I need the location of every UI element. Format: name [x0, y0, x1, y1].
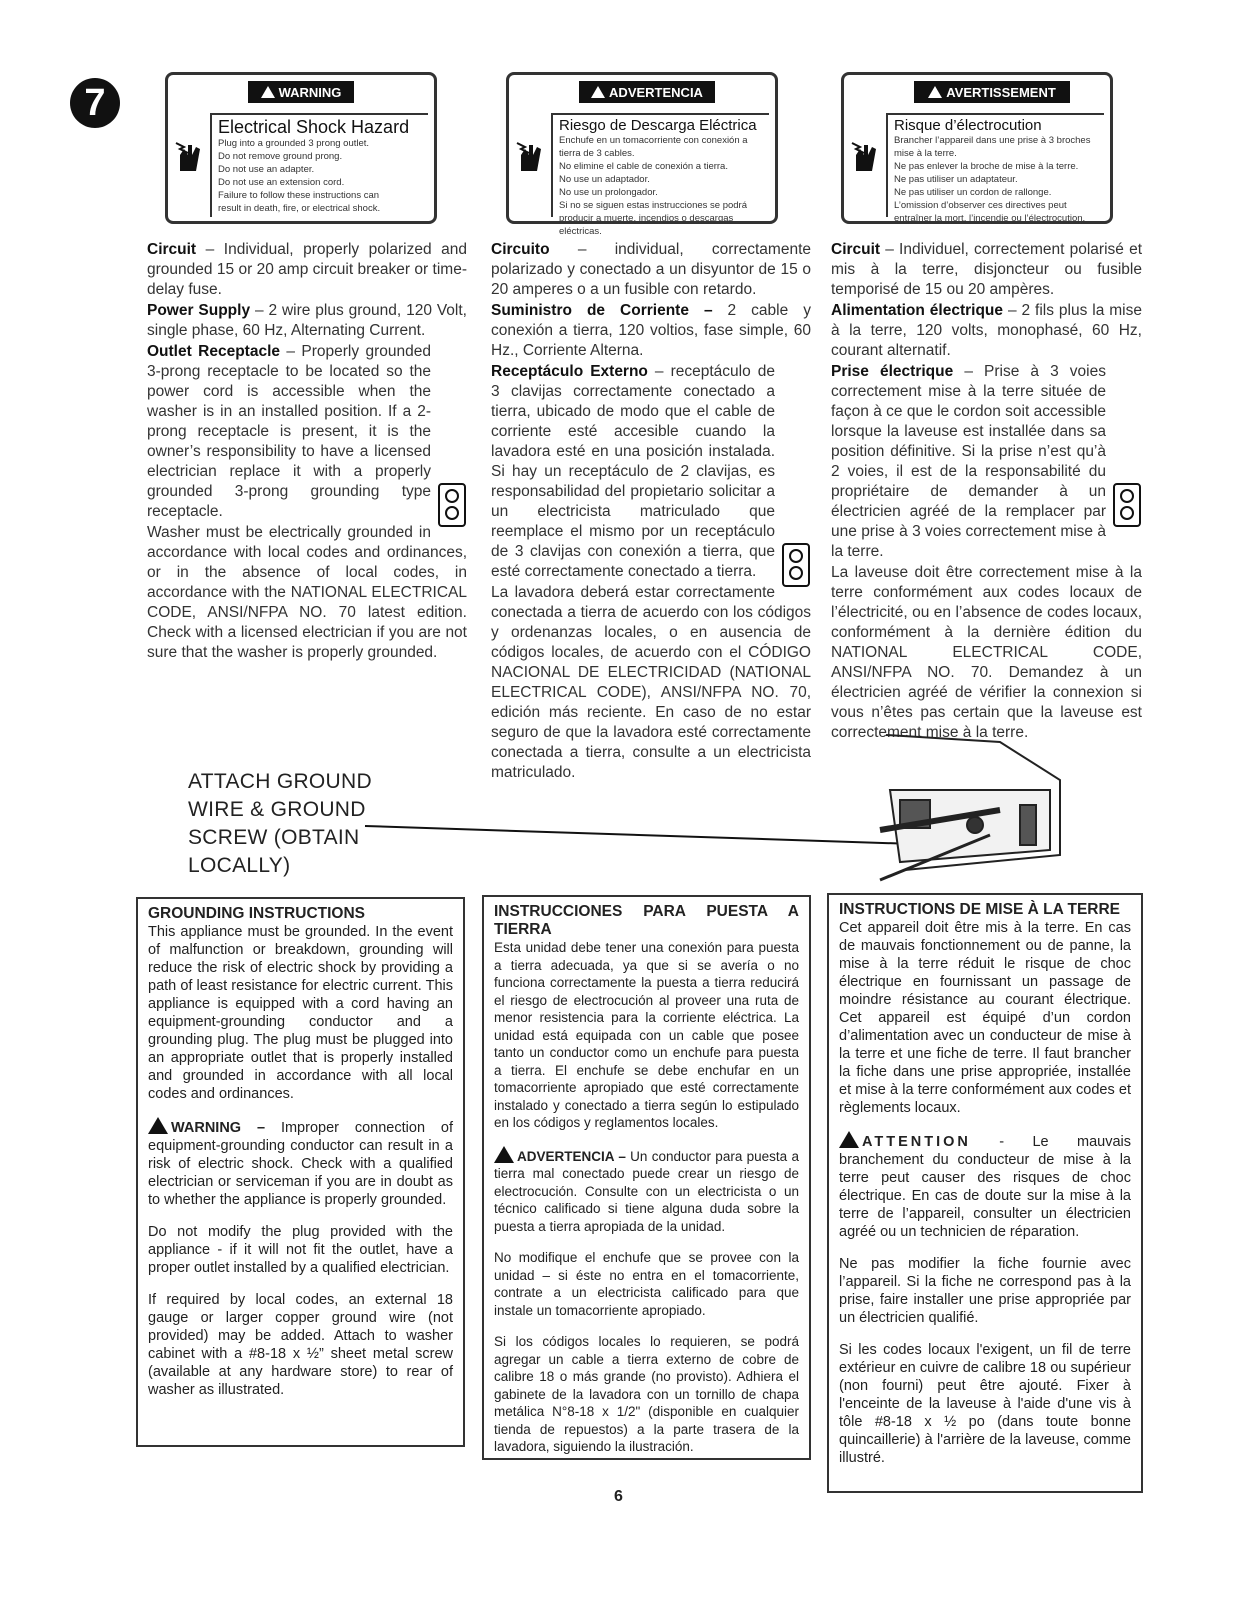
warning-line: Brancher l’appareil dans une prise à 3 broches	[894, 135, 1091, 146]
warning-line: result in death, fire, or electrical shock.	[218, 203, 381, 214]
warning-text: Un conductor para puesta a tierra mal conectado puede crear un riesgo de electrocución. Consulte con un electricista o un técnico calificado si tiene alguna duda sobre la puesta a tierra apropiada de la unidad.	[494, 1148, 799, 1234]
circuit-text: – Individuel, correctement polarisé et mis à la terre, disjoncteur ou fusible temporisé de 15 ou 20 ampères.	[831, 241, 1142, 298]
circuit-label: Circuit	[147, 241, 197, 258]
outlet-receptacle-text: – receptáculo de 3 clavijas correctamente conectado a tierra, ubicado de modo que el cable de corriente esté accesible cuando la lavadora esté en una posición instalada. Si hay un receptáculo de 2 clavijas, es responsabilidad del propietario solicitar a un electricista matriculado que reemplace el mismo por un receptáculo de 3 clavijas con conexión a tierra, que esté correctamente conectado a tierra.	[491, 363, 775, 580]
warning-line: Do not use an adapter.	[218, 164, 315, 175]
warning-line: Do not remove ground prong.	[218, 151, 343, 162]
warning-title: Electrical Shock Hazard	[218, 117, 410, 137]
circuit-label: Circuito	[491, 241, 550, 258]
washer-rear-panel	[880, 735, 1060, 880]
box-title: GROUNDING INSTRUCTIONS	[148, 905, 365, 922]
outlet-receptacle-label: Outlet Receptacle	[147, 343, 281, 360]
box-title: INSTRUCTIONS DE MISE À LA TERRE	[839, 901, 1121, 918]
plug-text: Ne pas modifier la fiche fournie avec l’appareil. Si la fiche ne correspond pas à la prise, faire installer une prise appropriée par un électricien qualifié.	[839, 1256, 1131, 1326]
warning-text: - Le mauvais branchement du conducteur de mise à la terre peut causer des risques de choc électrique. En cas de doute sur la mise à la terre de l’appareil, consulter un électricien agréé ou un technicien de réparation.	[839, 1134, 1131, 1240]
warning-line: tierra de 3 cables.	[559, 148, 635, 159]
warning-triangle-icon	[494, 1146, 514, 1163]
grounding-requirement-text: Washer must be electrically grounded in accordance with local codes and ordinances, or in the absence of local codes, in accordance with the NATIONAL ELECTRICAL CODE, ANSI/NFPA NO. 70 latest edition. Check with a licensed electrician if you are not sure that the washer is properly grounded.	[147, 524, 467, 661]
power-supply-label: Power Supply	[147, 302, 251, 319]
warning-label: ATTENTION	[862, 1134, 971, 1150]
grounding-instructions-es	[482, 895, 811, 1460]
warning-line: Failure to follow these instructions can	[218, 190, 380, 201]
outlet-receptacle-label: Prise électrique	[831, 363, 954, 380]
power-supply-label: Suministro de Corriente –	[491, 302, 713, 319]
power-supply-text: 2 cable y conexión a tierra, 120 voltios, fase simple, 60 Hz., Corriente Alterna.	[491, 302, 811, 359]
grounding-instructions-en	[136, 897, 465, 1447]
warning-line: Plug into a grounded 3 prong outlet.	[218, 138, 370, 149]
warning-triangle-icon	[839, 1131, 859, 1148]
warning-line: No use un adaptador.	[559, 174, 650, 185]
external-wire-text: Si los códigos locales lo requieren, se podrá agregar un cable a tierra externo de cobre de calibre 18 o más grande (no provisto). Adhiera el gabinete de la lavadora con un tornillo de chapa metálica N°8-18 x 1/2" (disponible en cualquier tienda de repuestos) a la parte trasera de la lavadora, siguiendo la ilustración.	[494, 1334, 799, 1454]
warning-line: Ne pas enlever la broche de mise à la terre.	[894, 161, 1079, 172]
grounding-requirement-text: La lavadora deberá estar correctamente conectada a tierra de acuerdo con los códigos y ordenanzas locales, o en ausencia de códigos locales, de acuerdo con el CÓDIGO NACIONAL DE ELECTRICIDAD (NATIONAL ELECTRICAL CODE), ANSI/NFPA NO. 70, edición más reciente. En caso de no estar seguro de que la lavadora esté correctamente conectada a tierra, consulte a un electricista matriculado.	[491, 584, 811, 781]
outlet-receptacle-label: Receptáculo Externo	[491, 363, 648, 380]
plug-text: Do not modify the plug provided with the appliance - if it will not fit the outlet, have a proper outlet installed by a qualified electrician.	[148, 1224, 453, 1276]
power-supply-text: – 2 wire plus ground, 120 Volt, single phase, 60 Hz, Alternating Current.	[147, 302, 467, 339]
grounding-requirement-text: La laveuse doit être correctement mise à la terre conformément aux codes locaux de l’électricité, ou en l’absence de codes locaux, conformément à la dernière édition du NATIONAL ELECTRICAL CODE, ANSI/NFPA NO. 70. Demandez à un électricien agréé de vérifier la connexion si vous n’êtes pas certain que la laveuse est correctement mise à la terre.	[831, 564, 1142, 741]
warning-header: AVERTISSEMENT	[914, 81, 1070, 103]
page-number: 6	[614, 1488, 623, 1505]
warning-line: mise à la terre.	[894, 148, 957, 159]
box-title: INSTRUCCIONES PARA PUESTA A TIERRA	[494, 903, 799, 938]
callout-line: WIRE & GROUND	[188, 798, 366, 821]
warning-line: No elimine el cable de conexión a tierra.	[559, 161, 728, 172]
warning-label: ADVERTENCIA –	[517, 1148, 626, 1164]
warning-triangle-icon	[148, 1117, 168, 1134]
warning-header: ADVERTENCIA	[579, 81, 715, 103]
warning-title: Risque d’électrocution	[894, 117, 1042, 134]
warning-line: entraîner la mort, l’incendie ou l’électrocution.	[894, 213, 1086, 224]
callout-line: ATTACH GROUND	[188, 770, 372, 793]
circuit-label: Circuit	[831, 241, 881, 258]
callout-line: SCREW (OBTAIN	[188, 826, 360, 849]
box-intro: Cet appareil doit être mis à la terre. En cas de mauvais fonctionnement ou de panne, la mise à la terre réduit le risque de choc électrique en fournissant un passage de moindre résistance au courant électrique. Cet appareil est équipé d’un cordon d’alimentation avec un conducteur de mise à la terre et une fiche de terre. Il faut brancher la fiche dans une prise appropriée, installée et mise à la terre conformément aux codes et règlements locaux.	[839, 920, 1131, 1116]
warning-text: Improper connection of equipment-grounding conductor can result in a risk of electric shock. Check with a qualified electrician or serviceman if you are in doubt as to whether the appliance is properly grounded.	[148, 1120, 453, 1208]
warning-line: Do not use an extension cord.	[218, 177, 345, 188]
warning-line: No use un prolongador.	[559, 187, 658, 198]
box-intro: Esta unidad debe tener una conexión para puesta a tierra adecuada, ya que si se avería o no funciona correctamente la puesta a tierra reducirá el riesgo de electrocución al proveer una ruta de menor resistencia para la corriente eléctrica. La unidad está equipada con un cable que posee tanto un conductor como un enchufe para puesta a tierra. El enchufe se debe enchufar en un tomacorriente apropiado que esté correctamente instalado y conectado a tierra según lo estipulado en los códigos y reglamentos locales.	[494, 940, 799, 1130]
step-number-badge: 7	[70, 78, 120, 128]
circuit-text: – Individual, properly polarized and grounded 15 or 20 amp circuit breaker or time-delay fuse.	[147, 241, 467, 298]
warning-line: Enchufe en un tomacorriente con conexión a	[559, 135, 748, 146]
circuit-text: – individual, correctamente polarizado y conectado a un disyuntor de 15 o 20 amperes o a un fusible con retardo.	[491, 241, 811, 298]
warning-header: WARNING	[248, 81, 354, 103]
warning-label: WARNING –	[171, 1120, 266, 1136]
outlet-receptacle-text: – Prise à 3 voies correctement mise à la terre située de façon à ce que le cordon soit accessible lorsque la laveuse est installée dans sa position définitive. Si la prise n’est qu’à 2 voies, il est de la responsabilité du propriétaire de demander à un électricien agréé de la remplacer par une prise à 3 voies correctement mise à la terre.	[831, 363, 1106, 560]
external-wire-text: Si les codes locaux l'exigent, un fil de terre extérieur en cuivre de calibre 18 ou supérieur (non fourni) peut être ajouté. Fixer à l'enceinte de la laveuse à l'aide d'une vis à tôle #8-18 x ½ po (dans toute bonne quincaillerie) à l'arrière de la laveuse, comme illustré.	[839, 1342, 1131, 1466]
warning-line: Ne pas utiliser un adaptateur.	[894, 174, 1018, 185]
warning-title: Riesgo de Descarga Eléctrica	[559, 117, 757, 134]
power-supply-text: – 2 fils plus la mise à la terre, 120 volts, monophasé, 60 Hz, courant alternatif.	[831, 302, 1142, 359]
outlet-receptacle-text: – Properly grounded 3-prong receptacle to be located so the power cord is accessible when the washer is in an installed position. If a 2-prong receptacle is present, it is the owner’s responsibility to have a licensed electrician replace it with a properly grounded 3-prong grounding type receptacle.	[147, 343, 431, 520]
callout-line: LOCALLY)	[188, 854, 291, 877]
warning-line: Si no se siguen estas instrucciones se podrá	[559, 200, 747, 211]
warning-line: L’omission d’observer ces directives peut	[894, 200, 1067, 211]
warning-line: Ne pas utiliser un cordon de rallonge.	[894, 187, 1052, 198]
power-supply-label: Alimentation électrique	[831, 302, 1004, 319]
grounding-instructions-fr	[827, 893, 1143, 1493]
plug-text: No modifique el enchufe que se provee con la unidad – si éste no entra en el tomacorriente, contrate a un electricista calificado para que instale un tomacorriente apropiado.	[494, 1250, 799, 1318]
external-wire-text: If required by local codes, an external 18 gauge or larger copper ground wire (not provided) may be added. Attach to washer cabinet with a #8-18 x ½” sheet metal screw (available at any hardware store) to rear of washer as illustrated.	[148, 1292, 453, 1398]
warning-line: producir a muerte, incendios o descargas eléctricas.	[559, 213, 734, 237]
box-intro: This appliance must be grounded. In the event of malfunction or breakdown, grounding will reduce the risk of electric shock by providing a path of least resistance for electric current. This appliance is equipped with a cord having an equipment-grounding conductor and a grounding plug. The plug must be plugged into an appropriate outlet that is properly installed and grounded in accordance with all local codes and ordinances.	[148, 924, 453, 1102]
